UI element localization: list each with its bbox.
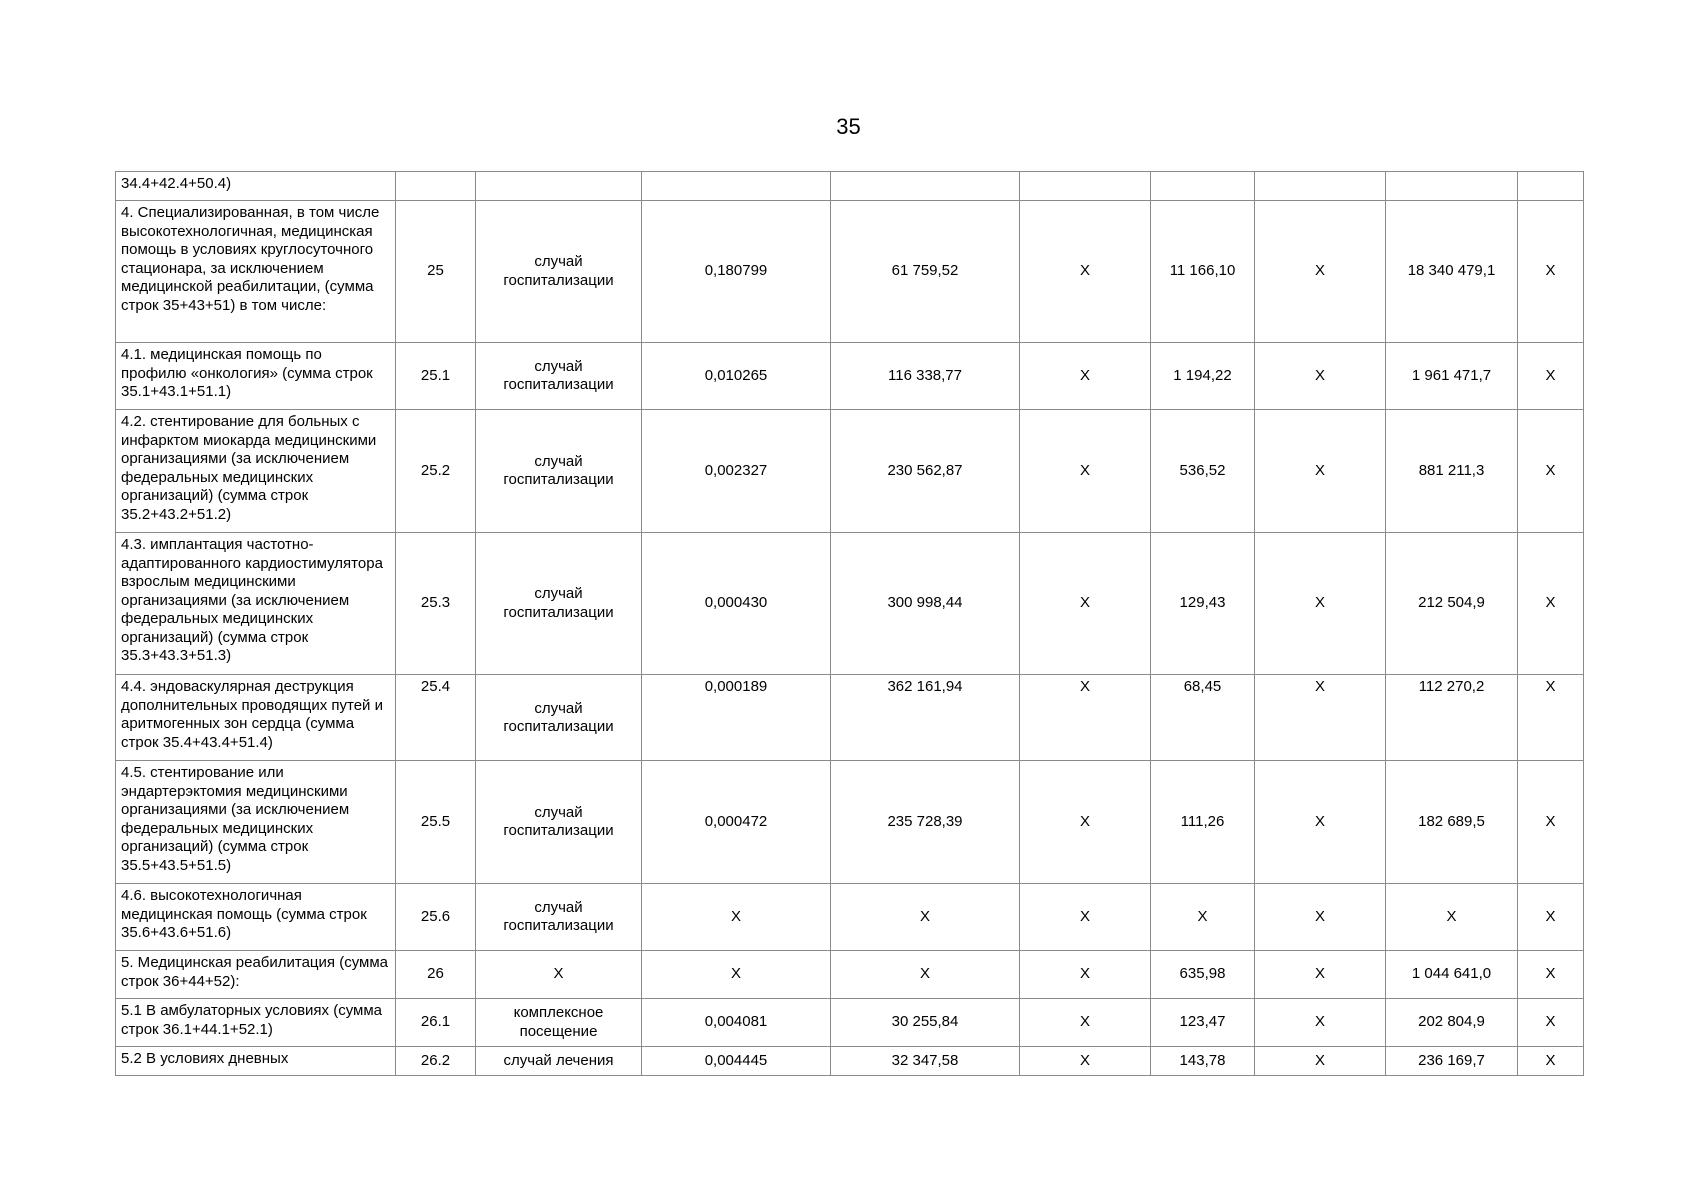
value-cell: X [1255, 201, 1386, 343]
value-cell [1255, 172, 1386, 201]
table-row [116, 410, 1584, 533]
volume-cell: 0,004445 [642, 1047, 831, 1076]
unit-cell: X [476, 951, 642, 999]
table-row [116, 201, 1584, 343]
value-cell: 68,45 [1151, 675, 1255, 761]
value-cell: X [1020, 201, 1151, 343]
value-cell: 18 340 479,1 [1386, 201, 1518, 343]
value-cell: X [1255, 1047, 1386, 1076]
line-number-cell: 25 [396, 201, 476, 343]
value-cell: X [1255, 761, 1386, 884]
unit-cell: случай госпитализации [476, 533, 642, 675]
volume-cell: 0,010265 [642, 343, 831, 410]
value-cell: X [1020, 999, 1151, 1047]
volume-cell: 0,002327 [642, 410, 831, 533]
table-row [116, 951, 1584, 999]
line-number-cell: 25.1 [396, 343, 476, 410]
unit-cell: случай госпитализации [476, 201, 642, 343]
value-cell: X [1151, 884, 1255, 951]
row-name-cell: 4.3. имплантация частотно-адаптированного кардиостимулятора взрослым медицинскими организациями (за исключением федеральных медицинских организаций) (сумма строк 35.3+43.3+51.3) [116, 533, 396, 675]
unit-cell: случай госпитализации [476, 410, 642, 533]
row-name-cell: 4.4. эндоваскулярная деструкция дополнительных проводящих путей и аритмогенных зон сердца (сумма строк 35.4+43.4+51.4) [116, 675, 396, 761]
value-cell: 182 689,5 [1386, 761, 1518, 884]
line-number-cell [396, 172, 476, 201]
program-table [115, 171, 1584, 1076]
value-cell: 202 804,9 [1386, 999, 1518, 1047]
line-number-cell: 25.6 [396, 884, 476, 951]
unit-cell: комплексное посещение [476, 999, 642, 1047]
value-cell: X [1255, 999, 1386, 1047]
line-number-cell: 25.2 [396, 410, 476, 533]
value-cell: X [1020, 951, 1151, 999]
line-number-cell: 25.3 [396, 533, 476, 675]
cost-cell [831, 172, 1020, 201]
value-cell [1518, 172, 1584, 201]
volume-cell: 0,000189 [642, 675, 831, 761]
value-cell: X [1518, 533, 1584, 675]
value-cell: X [1518, 201, 1584, 343]
value-cell [1386, 172, 1518, 201]
value-cell: 111,26 [1151, 761, 1255, 884]
volume-cell: X [642, 951, 831, 999]
row-name-cell: 4. Специализированная, в том числе высокотехнологичная, медицинская помощь в условиях круглосуточного стационара, за исключением медицинской реабилитации, (сумма строк 35+43+51) в том числе: [116, 201, 396, 343]
value-cell: X [1518, 410, 1584, 533]
value-cell: X [1518, 761, 1584, 884]
value-cell: X [1020, 761, 1151, 884]
table-row [116, 884, 1584, 951]
value-cell [1020, 172, 1151, 201]
value-cell: 123,47 [1151, 999, 1255, 1047]
cost-cell: X [831, 884, 1020, 951]
value-cell: X [1518, 951, 1584, 999]
volume-cell: 0,000472 [642, 761, 831, 884]
value-cell: X [1518, 999, 1584, 1047]
value-cell: 536,52 [1151, 410, 1255, 533]
table-row [116, 999, 1584, 1047]
table-row [116, 172, 1584, 201]
row-name-cell: 4.5. стентирование или эндартерэктомия медицинскими организациями (за исключением федеральных медицинских организаций) (сумма строк 35.5+43.5+51.5) [116, 761, 396, 884]
value-cell: 212 504,9 [1386, 533, 1518, 675]
line-number-cell: 26 [396, 951, 476, 999]
unit-cell: случай госпитализации [476, 343, 642, 410]
table-row [116, 533, 1584, 675]
volume-cell [642, 172, 831, 201]
value-cell: 1 044 641,0 [1386, 951, 1518, 999]
value-cell: X [1255, 884, 1386, 951]
value-cell: X [1255, 343, 1386, 410]
line-number-cell: 26.2 [396, 1047, 476, 1076]
line-number-cell: 25.4 [396, 675, 476, 761]
value-cell: X [1020, 410, 1151, 533]
unit-cell: случай госпитализации [476, 675, 642, 761]
value-cell: X [1020, 1047, 1151, 1076]
value-cell: X [1518, 343, 1584, 410]
row-name-cell: 4.2. стентирование для больных с инфарктом миокарда медицинскими организациями (за исключением федеральных медицинских организаций) (сумма строк 35.2+43.2+51.2) [116, 410, 396, 533]
table-row [116, 1047, 1584, 1076]
row-name-cell: 4.1. медицинская помощь по профилю «онкология» (сумма строк 35.1+43.1+51.1) [116, 343, 396, 410]
value-cell: X [1255, 675, 1386, 761]
value-cell: 129,43 [1151, 533, 1255, 675]
value-cell: 143,78 [1151, 1047, 1255, 1076]
value-cell: X [1386, 884, 1518, 951]
value-cell: 881 211,3 [1386, 410, 1518, 533]
value-cell: 11 166,10 [1151, 201, 1255, 343]
table-row [116, 761, 1584, 884]
cost-cell: 235 728,39 [831, 761, 1020, 884]
value-cell: X [1518, 884, 1584, 951]
row-name-cell: 5.1 В амбулаторных условиях (сумма строк 36.1+44.1+52.1) [116, 999, 396, 1047]
unit-cell: случай госпитализации [476, 884, 642, 951]
value-cell: X [1020, 675, 1151, 761]
unit-cell [476, 172, 642, 201]
volume-cell: 0,180799 [642, 201, 831, 343]
line-number-cell: 26.1 [396, 999, 476, 1047]
cost-cell: 116 338,77 [831, 343, 1020, 410]
value-cell: 236 169,7 [1386, 1047, 1518, 1076]
row-name-cell: 5. Медицинская реабилитация (сумма строк 36+44+52): [116, 951, 396, 999]
row-name-cell: 4.6. высокотехнологичная медицинская помощь (сумма строк 35.6+43.6+51.6) [116, 884, 396, 951]
row-name-cell: 34.4+42.4+50.4) [116, 172, 396, 201]
cost-cell: X [831, 951, 1020, 999]
table-row [116, 343, 1584, 410]
value-cell: X [1255, 410, 1386, 533]
value-cell: 112 270,2 [1386, 675, 1518, 761]
unit-cell: случай лечения [476, 1047, 642, 1076]
value-cell: X [1518, 1047, 1584, 1076]
cost-cell: 362 161,94 [831, 675, 1020, 761]
volume-cell: X [642, 884, 831, 951]
unit-cell: случай госпитализации [476, 761, 642, 884]
value-cell: 1 961 471,7 [1386, 343, 1518, 410]
volume-cell: 0,000430 [642, 533, 831, 675]
cost-cell: 61 759,52 [831, 201, 1020, 343]
page-number: 35 [836, 114, 861, 139]
value-cell: 1 194,22 [1151, 343, 1255, 410]
cost-cell: 230 562,87 [831, 410, 1020, 533]
value-cell: X [1518, 675, 1584, 761]
value-cell: X [1255, 951, 1386, 999]
value-cell: 635,98 [1151, 951, 1255, 999]
line-number-cell: 25.5 [396, 761, 476, 884]
value-cell: X [1020, 533, 1151, 675]
value-cell: X [1255, 533, 1386, 675]
cost-cell: 300 998,44 [831, 533, 1020, 675]
row-name-cell: 5.2 В условиях дневных [116, 1047, 396, 1076]
volume-cell: 0,004081 [642, 999, 831, 1047]
cost-cell: 30 255,84 [831, 999, 1020, 1047]
value-cell [1151, 172, 1255, 201]
table-row [116, 675, 1584, 761]
cost-cell: 32 347,58 [831, 1047, 1020, 1076]
value-cell: X [1020, 343, 1151, 410]
value-cell: X [1020, 884, 1151, 951]
